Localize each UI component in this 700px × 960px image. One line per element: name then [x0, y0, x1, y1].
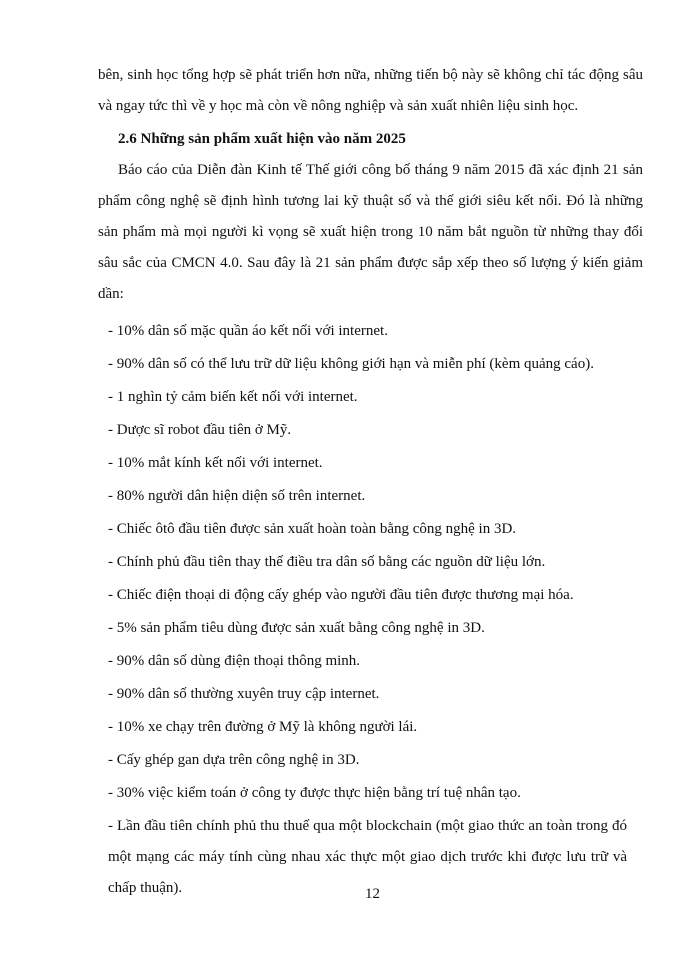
list-item: - 10% mắt kính kết nối với internet.: [108, 455, 323, 471]
list-item: - 1 nghìn tỷ cảm biến kết nối với internet.: [108, 389, 358, 405]
list-item: - 90% dân số dùng điện thoại thông minh.: [108, 653, 361, 669]
list-item: - Lần đầu tiên chính phủ thu thuế qua một blockchain (một giao thức an toàn trong đó một mạng các máy tính cùng nhau xác thực một giao dịch trước khi được lưu trữ và chấp thuận).: [108, 818, 627, 896]
list-item: - 90% dân số có thể lưu trữ dữ liệu không giới hạn và miễn phí (kèm quảng cáo).: [108, 356, 594, 372]
list-item: - 30% việc kiểm toán ở công ty được thực hiện bằng trí tuệ nhân tạo.: [108, 785, 521, 801]
list-item: - 80% người dân hiện diện số trên internet.: [108, 488, 366, 504]
list-item: - Dược sĩ robot đầu tiên ở Mỹ.: [108, 422, 292, 438]
product-list: [98, 316, 643, 904]
intro-paragraph: bên, sinh học tổng hợp sẽ phát triển hơn nữa, những tiến bộ này sẽ không chỉ tác động sâu và ngay tức thì về y học mà còn về nông nghiệp và sản xuất nhiên liệu sinh học.: [98, 67, 643, 114]
list-item: - 5% sản phẩm tiêu dùng được sản xuất bằng công nghệ in 3D.: [108, 620, 485, 636]
list-item: - 10% dân số mặc quần áo kết nối với internet.: [108, 323, 388, 339]
list-item: - Chiếc ôtô đầu tiên được sản xuất hoàn toàn bằng công nghệ in 3D.: [108, 521, 517, 537]
section-heading: 2.6 Những sản phẩm xuất hiện vào năm 2025: [118, 131, 406, 147]
list-item: - 90% dân số thường xuyên truy cập internet.: [108, 686, 380, 702]
list-item: - Chiếc điện thoại di động cấy ghép vào người đầu tiên được thương mại hóa.: [108, 587, 574, 603]
list-item: - Cấy ghép gan dựa trên công nghệ in 3D.: [108, 752, 360, 768]
section-paragraph: Báo cáo của Diễn đàn Kinh tế Thế giới công bố tháng 9 năm 2015 đã xác định 21 sản phẩm công nghệ sẽ định hình tương lai kỹ thuật số và thế giới siêu kết nối. Đó là những sản phẩm mà mọi người kì vọng sẽ xuất hiện trong 10 năm bắt nguồn từ những thay đổi sâu sắc của CMCN 4.0. Sau đây là 21 sản phẩm được sắp xếp theo số lượng ý kiến giảm dần:: [98, 162, 643, 302]
list-item: - 10% xe chạy trên đường ở Mỹ là không người lái.: [108, 719, 418, 735]
list-item: - Chính phủ đầu tiên thay thế điều tra dân số bằng các nguồn dữ liệu lớn.: [108, 554, 546, 570]
page-number: 12: [365, 886, 380, 902]
document-page: [98, 60, 643, 906]
